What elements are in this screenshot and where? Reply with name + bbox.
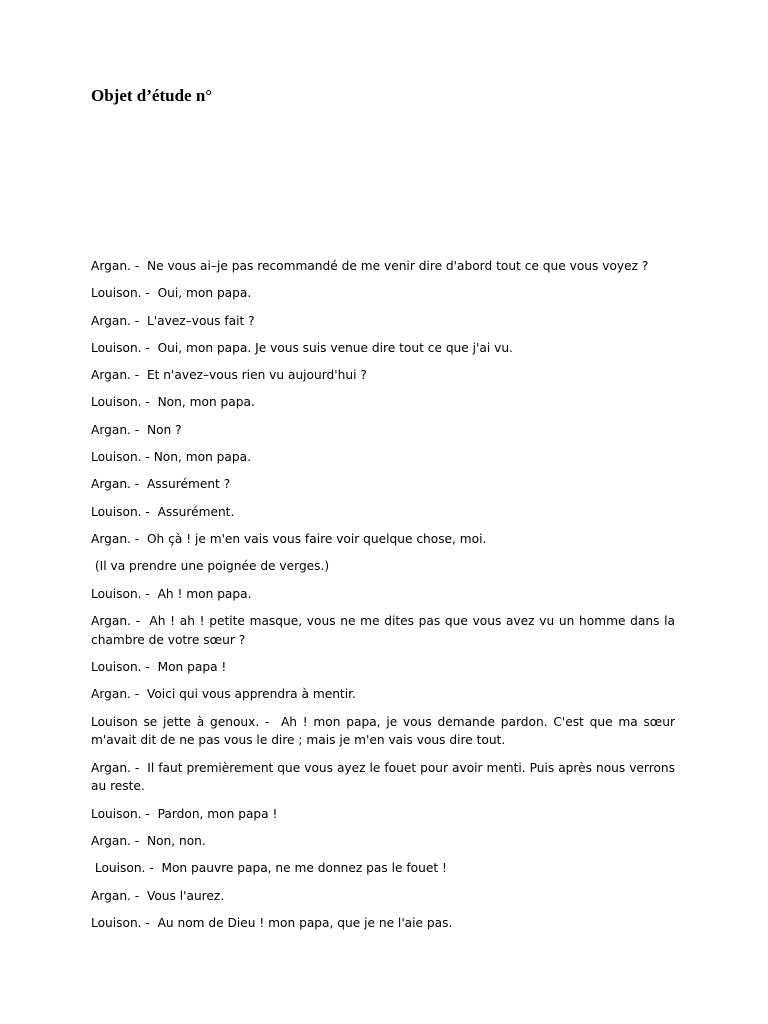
dialogue-line: Louison. - Assurément.	[91, 504, 235, 519]
dialogue-line: Argan. - Assurément ?	[91, 477, 231, 492]
dialogue-line: Argan. - Il faut premièrement que vous ayez le fouet pour avoir menti. Puis après nous verrons au reste.	[91, 760, 679, 794]
dialogue-line: Argan. - Ne vous ai–je pas recommandé de me venir dire d'abord tout ce que vous voyez ?	[91, 259, 649, 273]
dialogue-line: Argan. - Ah ! ah ! petite masque, vous ne me dites pas que vous avez vu un homme dans la chambre de votre sœur ?	[91, 613, 679, 647]
dialogue-line: Louison. - Ah ! mon papa.	[91, 586, 252, 601]
dialogue-line: Louison. - Non, mon papa.	[91, 395, 255, 410]
dialogue-line: Argan. - L'avez–vous fait ?	[91, 313, 255, 328]
dialogue-text	[91, 257, 679, 941]
dialogue-line: Louison. - Mon pauvre papa, ne me donnez pas le fouet !	[91, 861, 447, 876]
dialogue-line: Louison. - Mon papa !	[91, 659, 227, 674]
dialogue-line: Argan. - Voici qui vous apprendra à mentir.	[91, 687, 356, 702]
dialogue-line: Argan. - Non ?	[91, 422, 182, 437]
stage-direction: (Il va prendre une poignée de verges.)	[91, 559, 330, 574]
page-title: Objet d’étude n°	[91, 86, 213, 105]
dialogue-line: Louison. - Pardon, mon papa !	[91, 806, 278, 821]
dialogue-line: Louison. - Oui, mon papa.	[91, 286, 252, 301]
dialogue-line: Louison. - Au nom de Dieu ! mon papa, que je ne l'aie pas.	[91, 915, 453, 930]
dialogue-line: Louison. - Oui, mon papa. Je vous suis venue dire tout ce que j'ai vu.	[91, 340, 513, 355]
dialogue-line: Argan. - Non, non.	[91, 834, 206, 849]
dialogue-line: Louison se jette à genoux. - Ah ! mon papa, je vous demande pardon. C'est que ma sœur m'avait dit de ne pas vous le dire ; mais je m'en vais vous dire tout.	[91, 714, 679, 748]
dialogue-line: Louison. - Non, mon papa.	[91, 450, 251, 465]
dialogue-line: Argan. - Oh çà ! je m'en vais vous faire voir quelque chose, moi.	[91, 531, 487, 546]
dialogue-line: Argan. - Vous l'aurez.	[91, 888, 225, 903]
dialogue-line: Argan. - Et n'avez–vous rien vu aujourd'hui ?	[91, 368, 367, 383]
